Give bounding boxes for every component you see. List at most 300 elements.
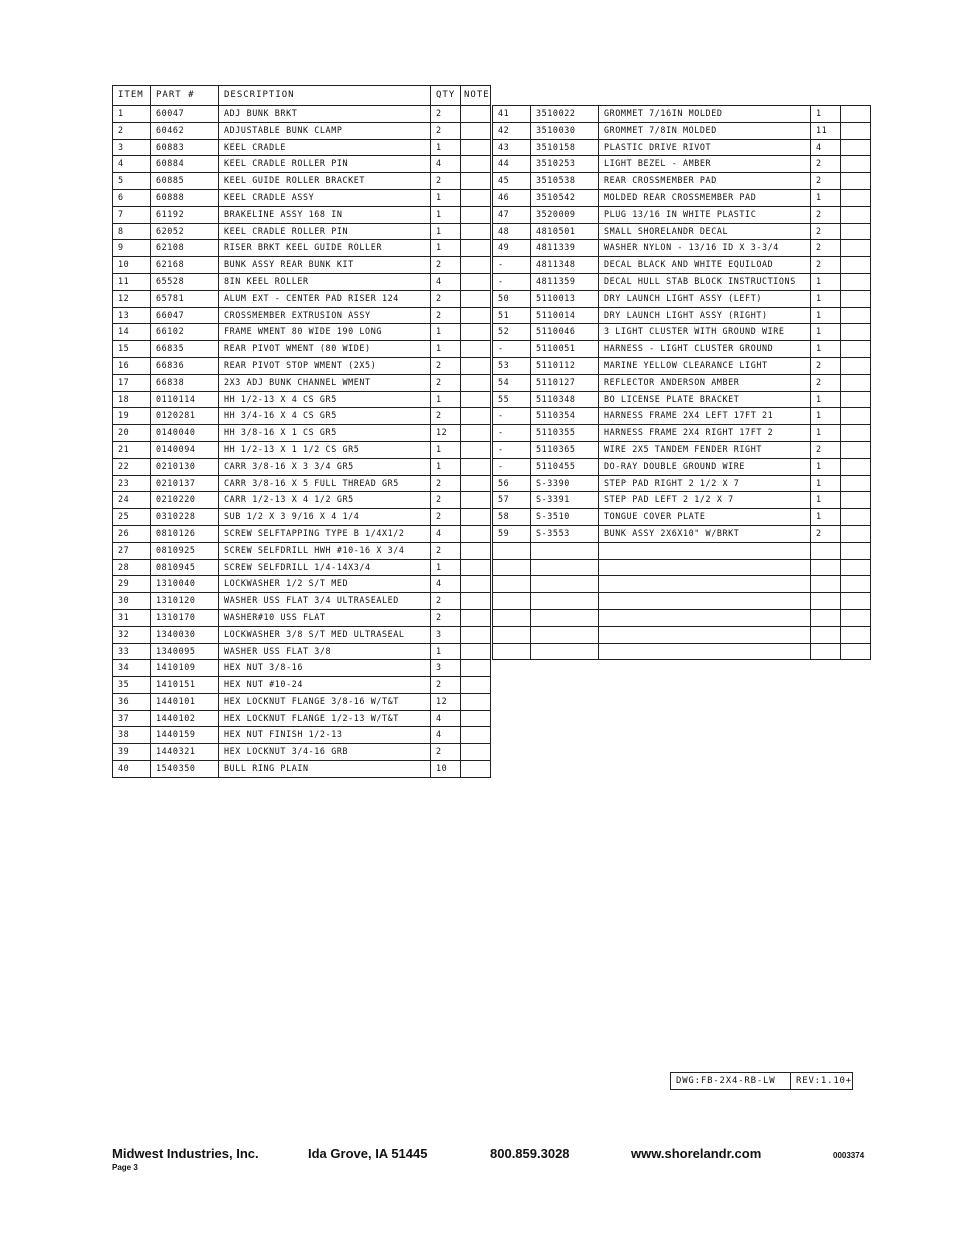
cell-item-number: 58 — [493, 509, 531, 526]
cell-description: FRAME WMENT 80 WIDE 190 LONG — [219, 324, 431, 341]
cell-qty: 3 — [431, 660, 461, 677]
cell-part-number: S-3390 — [531, 475, 599, 492]
cell-note — [461, 223, 491, 240]
cell-note — [841, 576, 871, 593]
cell-item-number: 47 — [493, 206, 531, 223]
cell-item-number: 32 — [113, 626, 151, 643]
table-row — [113, 761, 491, 778]
cell-item-number: 36 — [113, 693, 151, 710]
cell-note — [461, 341, 491, 358]
cell-description: WASHER USS FLAT 3/8 — [219, 643, 431, 660]
cell-part-number: 4811339 — [531, 240, 599, 257]
cell-part-number: 5110455 — [531, 458, 599, 475]
cell-description: HARNESS FRAME 2X4 RIGHT 17FT 2 — [599, 425, 811, 442]
cell-item-number: 12 — [113, 290, 151, 307]
table-row — [113, 458, 491, 475]
header-note: NOTE — [461, 86, 491, 106]
cell-description: MARINE YELLOW CLEARANCE LIGHT — [599, 357, 811, 374]
cell-qty: 2 — [811, 223, 841, 240]
cell-part-number: 66836 — [151, 357, 219, 374]
footer-website: www.shorelandr.com — [631, 1146, 762, 1161]
cell-part-number — [531, 542, 599, 559]
cell-qty: 1 — [811, 341, 841, 358]
table-row — [493, 106, 871, 123]
cell-description: REAR PIVOT WMENT (80 WIDE) — [219, 341, 431, 358]
cell-item-number: 38 — [113, 727, 151, 744]
cell-item-number: 20 — [113, 425, 151, 442]
cell-item-number: 18 — [113, 391, 151, 408]
cell-item-number: 34 — [113, 660, 151, 677]
cell-description: DRY LAUNCH LIGHT ASSY (LEFT) — [599, 290, 811, 307]
table-row — [493, 290, 871, 307]
cell-item-number — [493, 576, 531, 593]
cell-part-number: 5110365 — [531, 441, 599, 458]
cell-qty: 4 — [431, 576, 461, 593]
table-row — [493, 189, 871, 206]
cell-item-number: 5 — [113, 173, 151, 190]
cell-note — [461, 559, 491, 576]
cell-item-number: 33 — [113, 643, 151, 660]
cell-note — [461, 257, 491, 274]
cell-note — [461, 307, 491, 324]
cell-qty: 12 — [431, 425, 461, 442]
cell-note — [841, 341, 871, 358]
table-row — [113, 626, 491, 643]
cell-item-number: 4 — [113, 156, 151, 173]
cell-item-number: 39 — [113, 744, 151, 761]
header-item: ITEM — [113, 86, 151, 106]
cell-item-number: 11 — [113, 273, 151, 290]
table-row — [113, 441, 491, 458]
cell-item-number: 50 — [493, 290, 531, 307]
table-row — [493, 374, 871, 391]
table-row — [493, 408, 871, 425]
cell-note — [461, 156, 491, 173]
cell-part-number: 66835 — [151, 341, 219, 358]
cell-note — [841, 122, 871, 139]
cell-part-number — [531, 559, 599, 576]
table-row — [113, 341, 491, 358]
cell-part-number: 3510538 — [531, 173, 599, 190]
cell-qty: 2 — [431, 357, 461, 374]
table-row — [493, 425, 871, 442]
cell-item-number: 26 — [113, 525, 151, 542]
cell-qty: 1 — [431, 559, 461, 576]
cell-note — [461, 492, 491, 509]
cell-note — [841, 509, 871, 526]
cell-part-number: 60047 — [151, 106, 219, 123]
cell-item-number: 37 — [113, 710, 151, 727]
footer-location: Ida Grove, IA 51445 — [308, 1146, 428, 1161]
cell-note — [461, 643, 491, 660]
cell-note — [461, 206, 491, 223]
cell-qty: 4 — [811, 139, 841, 156]
cell-note — [841, 357, 871, 374]
cell-description: BRAKELINE ASSY 168 IN — [219, 206, 431, 223]
table-row — [493, 206, 871, 223]
cell-item-number: 31 — [113, 609, 151, 626]
cell-qty: 2 — [431, 744, 461, 761]
cell-description: RISER BRKT KEEL GUIDE ROLLER — [219, 240, 431, 257]
cell-description: 2X3 ADJ BUNK CHANNEL WMENT — [219, 374, 431, 391]
cell-item-number: 13 — [113, 307, 151, 324]
cell-item-number: 43 — [493, 139, 531, 156]
table-row — [493, 509, 871, 526]
cell-qty: 2 — [431, 609, 461, 626]
table-row — [113, 408, 491, 425]
cell-note — [841, 106, 871, 123]
cell-qty: 2 — [431, 408, 461, 425]
cell-part-number: 5110013 — [531, 290, 599, 307]
cell-part-number: 60462 — [151, 122, 219, 139]
cell-qty: 4 — [431, 273, 461, 290]
table-row — [113, 677, 491, 694]
header-description: DESCRIPTION — [219, 86, 431, 106]
cell-part-number: 1410151 — [151, 677, 219, 694]
cell-part-number: 1310040 — [151, 576, 219, 593]
cell-qty: 2 — [811, 257, 841, 274]
table-row — [493, 223, 871, 240]
cell-item-number: 23 — [113, 475, 151, 492]
cell-note — [841, 240, 871, 257]
cell-description: 8IN KEEL ROLLER — [219, 273, 431, 290]
cell-item-number: 27 — [113, 542, 151, 559]
cell-note — [461, 660, 491, 677]
cell-qty: 4 — [431, 156, 461, 173]
cell-note — [461, 391, 491, 408]
cell-qty: 1 — [811, 189, 841, 206]
cell-description: ALUM EXT - CENTER PAD RISER 124 — [219, 290, 431, 307]
cell-note — [841, 542, 871, 559]
table-row — [493, 441, 871, 458]
table-row — [493, 139, 871, 156]
cell-description — [599, 609, 811, 626]
cell-part-number: 0120281 — [151, 408, 219, 425]
table-row — [493, 173, 871, 190]
cell-qty: 1 — [431, 391, 461, 408]
cell-qty: 2 — [811, 206, 841, 223]
table-row — [113, 139, 491, 156]
cell-note — [841, 374, 871, 391]
cell-part-number: 5110112 — [531, 357, 599, 374]
cell-item-number: 51 — [493, 307, 531, 324]
cell-part-number — [531, 609, 599, 626]
cell-description: WASHER NYLON - 13/16 ID X 3-3/4 — [599, 240, 811, 257]
cell-note — [841, 290, 871, 307]
cell-note — [841, 475, 871, 492]
cell-item-number: 1 — [113, 106, 151, 123]
cell-part-number — [531, 643, 599, 660]
cell-description: HEX NUT FINISH 1/2-13 — [219, 727, 431, 744]
cell-part-number: 4810501 — [531, 223, 599, 240]
cell-description: BO LICENSE PLATE BRACKET — [599, 391, 811, 408]
cell-part-number: 0110114 — [151, 391, 219, 408]
cell-note — [841, 139, 871, 156]
table-row — [493, 593, 871, 610]
cell-item-number: 28 — [113, 559, 151, 576]
cell-qty: 4 — [431, 525, 461, 542]
cell-item-number: 17 — [113, 374, 151, 391]
cell-qty: 1 — [811, 509, 841, 526]
cell-qty: 2 — [811, 240, 841, 257]
table-row — [113, 559, 491, 576]
cell-qty: 1 — [811, 106, 841, 123]
table-row — [113, 290, 491, 307]
cell-note — [461, 425, 491, 442]
table-row — [113, 593, 491, 610]
cell-note — [461, 173, 491, 190]
cell-description: WIRE 2X5 TANDEM FENDER RIGHT — [599, 441, 811, 458]
cell-note — [461, 542, 491, 559]
cell-note — [461, 106, 491, 123]
cell-description: BULL RING PLAIN — [219, 761, 431, 778]
cell-item-number: 22 — [113, 458, 151, 475]
cell-qty: 2 — [431, 542, 461, 559]
cell-part-number: 1440321 — [151, 744, 219, 761]
cell-description: ADJUSTABLE BUNK CLAMP — [219, 122, 431, 139]
cell-qty: 1 — [431, 189, 461, 206]
cell-description: REAR CROSSMEMBER PAD — [599, 173, 811, 190]
cell-description: LOCKWASHER 3/8 S/T MED ULTRASEAL — [219, 626, 431, 643]
table-row — [493, 273, 871, 290]
cell-item-number: 46 — [493, 189, 531, 206]
cell-description: HH 3/8-16 X 1 CS GR5 — [219, 425, 431, 442]
cell-qty: 1 — [431, 223, 461, 240]
cell-description: CROSSMEMBER EXTRUSION ASSY — [219, 307, 431, 324]
cell-description: KEEL CRADLE ASSY — [219, 189, 431, 206]
cell-description: GROMMET 7/8IN MOLDED — [599, 122, 811, 139]
cell-note — [841, 441, 871, 458]
table-row — [113, 106, 491, 123]
cell-part-number: 61192 — [151, 206, 219, 223]
cell-description: HEX NUT #10-24 — [219, 677, 431, 694]
table-row — [493, 458, 871, 475]
table-row — [113, 492, 491, 509]
cell-item-number: 56 — [493, 475, 531, 492]
table-row — [113, 693, 491, 710]
cell-part-number: 62168 — [151, 257, 219, 274]
cell-part-number: 66047 — [151, 307, 219, 324]
cell-item-number: 19 — [113, 408, 151, 425]
cell-description: SCREW SELFDRILL 1/4-14X3/4 — [219, 559, 431, 576]
cell-qty: 2 — [811, 441, 841, 458]
table-row — [113, 391, 491, 408]
cell-note — [841, 525, 871, 542]
cell-note — [841, 307, 871, 324]
cell-item-number: 3 — [113, 139, 151, 156]
cell-description — [599, 576, 811, 593]
cell-part-number: 1440102 — [151, 710, 219, 727]
cell-item-number — [493, 542, 531, 559]
table-row — [493, 525, 871, 542]
parts-table-right — [492, 105, 871, 660]
cell-part-number: 0310228 — [151, 509, 219, 526]
cell-item-number: 57 — [493, 492, 531, 509]
cell-description: PLUG 13/16 IN WHITE PLASTIC — [599, 206, 811, 223]
table-row — [113, 475, 491, 492]
cell-note — [461, 408, 491, 425]
cell-description: STEP PAD LEFT 2 1/2 X 7 — [599, 492, 811, 509]
cell-part-number: 1540350 — [151, 761, 219, 778]
cell-qty — [811, 559, 841, 576]
table-row — [113, 173, 491, 190]
cell-item-number: 6 — [113, 189, 151, 206]
cell-qty: 1 — [431, 458, 461, 475]
table-row — [493, 307, 871, 324]
table-row — [113, 643, 491, 660]
cell-part-number: 3510542 — [531, 189, 599, 206]
cell-qty: 4 — [431, 710, 461, 727]
cell-qty: 1 — [811, 391, 841, 408]
cell-part-number: 65528 — [151, 273, 219, 290]
cell-part-number: 3510030 — [531, 122, 599, 139]
cell-item-number: 14 — [113, 324, 151, 341]
cell-description: CARR 3/8-16 X 3 3/4 GR5 — [219, 458, 431, 475]
cell-qty: 1 — [431, 139, 461, 156]
cell-note — [461, 357, 491, 374]
cell-description: DECAL BLACK AND WHITE EQUILOAD — [599, 257, 811, 274]
table-header-row — [113, 86, 491, 106]
table-row — [113, 542, 491, 559]
cell-part-number: 3520009 — [531, 206, 599, 223]
table-row — [493, 626, 871, 643]
cell-part-number: S-3510 — [531, 509, 599, 526]
parts-table-left — [112, 85, 491, 778]
cell-description: BUNK ASSY REAR BUNK KIT — [219, 257, 431, 274]
cell-part-number: 1310120 — [151, 593, 219, 610]
table-row — [493, 475, 871, 492]
cell-part-number — [531, 576, 599, 593]
cell-description: 3 LIGHT CLUSTER WITH GROUND WIRE — [599, 324, 811, 341]
cell-description: SMALL SHORELANDR DECAL — [599, 223, 811, 240]
cell-description: DRY LAUNCH LIGHT ASSY (RIGHT) — [599, 307, 811, 324]
cell-description: KEEL CRADLE ROLLER PIN — [219, 223, 431, 240]
cell-part-number: 0810925 — [151, 542, 219, 559]
cell-note — [461, 509, 491, 526]
cell-description — [599, 593, 811, 610]
cell-note — [841, 206, 871, 223]
cell-qty: 2 — [431, 290, 461, 307]
cell-note — [841, 324, 871, 341]
cell-description: KEEL CRADLE — [219, 139, 431, 156]
cell-item-number: 10 — [113, 257, 151, 274]
cell-note — [841, 189, 871, 206]
cell-note — [841, 559, 871, 576]
cell-part-number: 1340095 — [151, 643, 219, 660]
cell-part-number: 5110355 — [531, 425, 599, 442]
cell-note — [461, 626, 491, 643]
cell-qty: 1 — [811, 324, 841, 341]
cell-note — [841, 458, 871, 475]
cell-qty — [811, 643, 841, 660]
cell-item-number — [493, 626, 531, 643]
cell-note — [841, 273, 871, 290]
cell-qty — [811, 593, 841, 610]
cell-part-number: 1440101 — [151, 693, 219, 710]
cell-qty: 2 — [811, 173, 841, 190]
cell-description — [599, 626, 811, 643]
cell-item-number: 9 — [113, 240, 151, 257]
cell-description: HH 1/2-13 X 1 1/2 CS GR5 — [219, 441, 431, 458]
cell-qty: 1 — [431, 324, 461, 341]
table-row — [493, 257, 871, 274]
cell-qty: 10 — [431, 761, 461, 778]
cell-qty: 2 — [811, 525, 841, 542]
table-row — [113, 374, 491, 391]
cell-item-number: 7 — [113, 206, 151, 223]
cell-part-number: 0210130 — [151, 458, 219, 475]
cell-item-number: - — [493, 408, 531, 425]
cell-description: GROMMET 7/16IN MOLDED — [599, 106, 811, 123]
cell-description — [599, 643, 811, 660]
table-row — [113, 189, 491, 206]
cell-part-number: 1440159 — [151, 727, 219, 744]
cell-part-number: 3510253 — [531, 156, 599, 173]
table-row — [493, 492, 871, 509]
table-row — [113, 273, 491, 290]
table-row — [493, 643, 871, 660]
cell-description: SUB 1/2 X 3 9/16 X 4 1/4 — [219, 509, 431, 526]
cell-description: REFLECTOR ANDERSON AMBER — [599, 374, 811, 391]
cell-qty: 1 — [431, 240, 461, 257]
cell-item-number: - — [493, 341, 531, 358]
cell-item-number: - — [493, 273, 531, 290]
cell-qty: 1 — [811, 475, 841, 492]
cell-qty — [811, 609, 841, 626]
cell-description: HEX NUT 3/8-16 — [219, 660, 431, 677]
table-row — [113, 206, 491, 223]
cell-part-number: 5110051 — [531, 341, 599, 358]
cell-qty — [811, 576, 841, 593]
cell-qty: 11 — [811, 122, 841, 139]
cell-part-number: 1310170 — [151, 609, 219, 626]
cell-note — [461, 290, 491, 307]
cell-note — [841, 626, 871, 643]
cell-item-number: 35 — [113, 677, 151, 694]
cell-part-number — [531, 593, 599, 610]
cell-description: ADJ BUNK BRKT — [219, 106, 431, 123]
cell-part-number: 1410109 — [151, 660, 219, 677]
cell-note — [461, 761, 491, 778]
cell-qty: 2 — [431, 509, 461, 526]
cell-part-number: 60885 — [151, 173, 219, 190]
cell-qty: 2 — [811, 357, 841, 374]
cell-item-number: 8 — [113, 223, 151, 240]
cell-part-number: 1340030 — [151, 626, 219, 643]
cell-note — [841, 593, 871, 610]
cell-item-number: 44 — [493, 156, 531, 173]
cell-item-number: 41 — [493, 106, 531, 123]
cell-part-number: S-3391 — [531, 492, 599, 509]
cell-qty: 1 — [811, 408, 841, 425]
cell-qty: 1 — [811, 492, 841, 509]
cell-item-number: 42 — [493, 122, 531, 139]
table-row — [493, 156, 871, 173]
cell-qty: 1 — [431, 206, 461, 223]
cell-qty: 3 — [431, 626, 461, 643]
cell-description: HARNESS - LIGHT CLUSTER GROUND — [599, 341, 811, 358]
table-row — [113, 223, 491, 240]
cell-qty: 1 — [811, 425, 841, 442]
table-row — [493, 609, 871, 626]
footer-phone: 800.859.3028 — [490, 1146, 570, 1161]
cell-note — [841, 223, 871, 240]
cell-part-number: 66102 — [151, 324, 219, 341]
cell-part-number — [531, 626, 599, 643]
cell-qty: 1 — [431, 341, 461, 358]
cell-note — [461, 122, 491, 139]
cell-part-number: 5110127 — [531, 374, 599, 391]
